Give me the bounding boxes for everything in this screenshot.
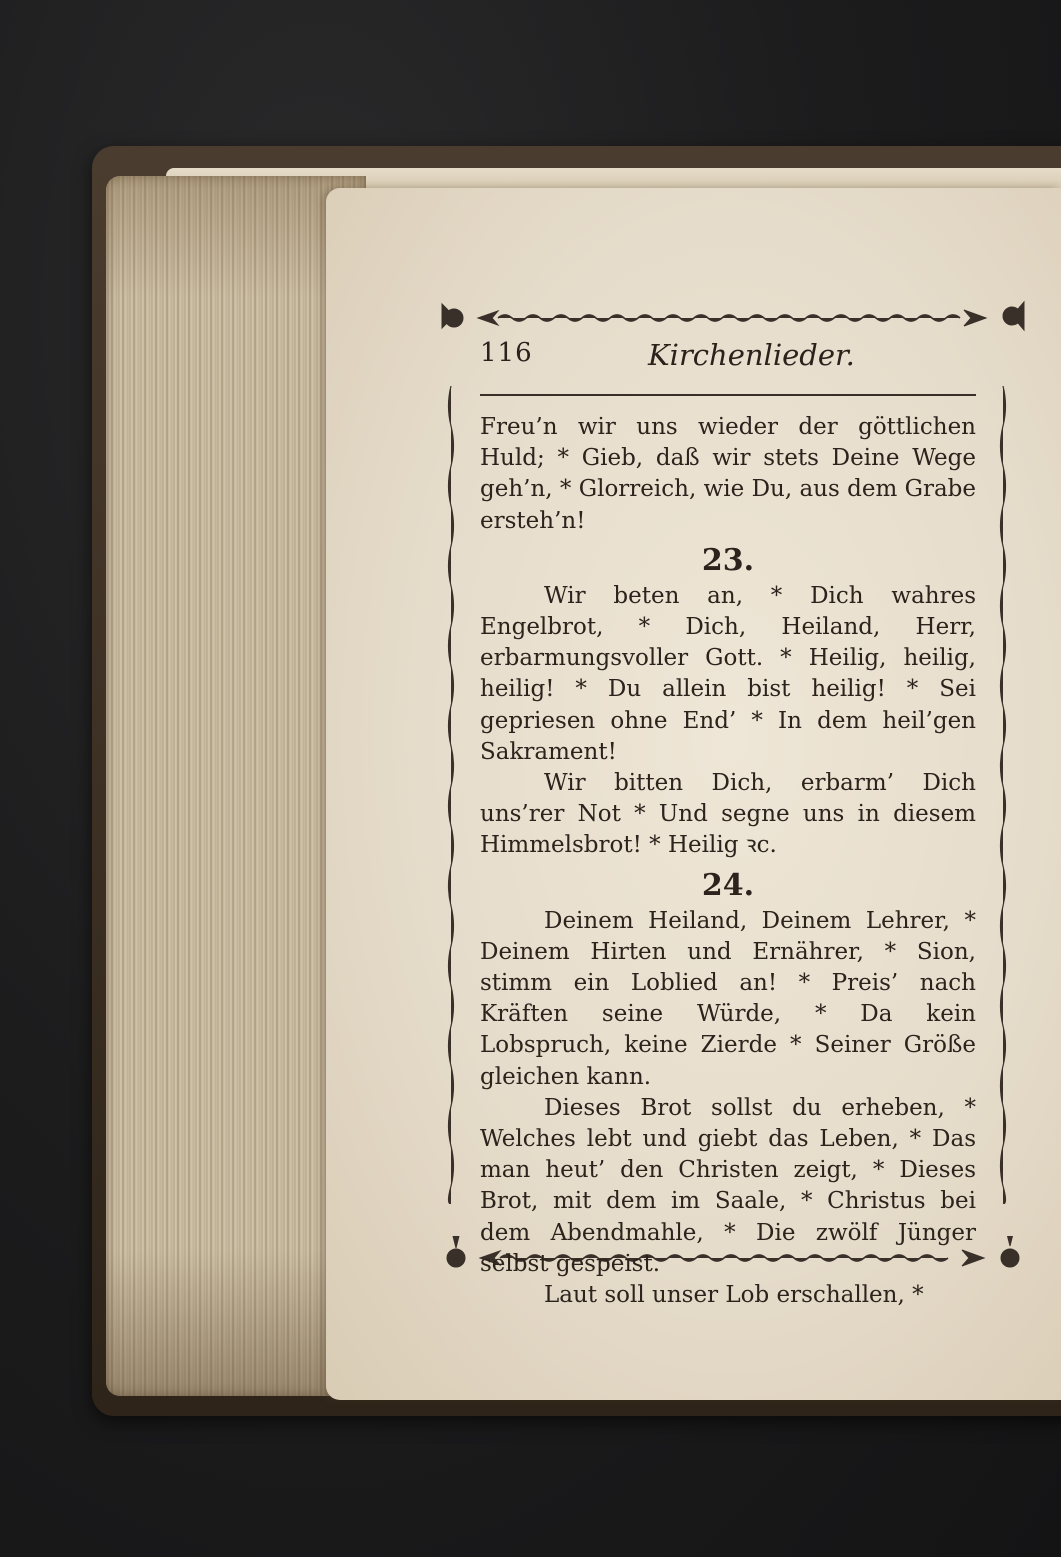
running-title: Kirchenlieder. [648,338,855,372]
ornament-left-border [444,386,458,1204]
page-number: 116 [480,338,533,368]
hymn-24-verse-1: Deinem Heiland, Deinem Lehrer, * Deinem Hirten und Ernährer, * Sion, stimm ein Loblied an! * Preis’ nach Kräften seine Würde, * Da kein Lobspruch, keine Zierde * Seiner Größe gleichen kann. [480,907,976,1090]
hymn-24-verse-3: Laut soll unser Lob erschallen, * [544,1282,924,1309]
hymn-23-verse-1: Wir beten an, * Dich wahres Engelbrot, * Dich, Heiland, Herr, erbarmungsvoller Gott. * Heilig, heilig, heilig! * Du allein bist heilig! * Sei gepriesen ohne End’ * In dem heil’gen Sakrament! [480,582,976,765]
hymn-23-verse-2: Wir bitten Dich, erbarm’ Dich uns’rer Not * Und segne uns in diesem Himmelsbrot! * Heilig ꝛc. [480,770,976,859]
hymn-24-verse-2: Dieses Brot sollst du erheben, * Welches lebt und giebt das Leben, * Das man heut’ den Christen zeigt, * Dieses Brot, mit dem im Saale, * Christus bei dem Abendmahle, * Die zwölf Jünger selbst gespeist. [480,1094,976,1277]
page-header [480,338,980,378]
hymn-number-24: 24. [701,867,755,903]
ornament-top-border [438,296,1028,336]
intro-paragraph: Freu’n wir uns wieder der göttlichen Huld; * Gieb, daß wir stets Deine Wege geh’n, * Glorreich, wie Du, aus dem Grabe ersteh’n! [480,414,976,534]
page-text [480,412,976,1311]
header-rule [480,394,976,396]
hymn-number-23: 23. [701,542,755,578]
ornament-right-border [996,386,1010,1204]
